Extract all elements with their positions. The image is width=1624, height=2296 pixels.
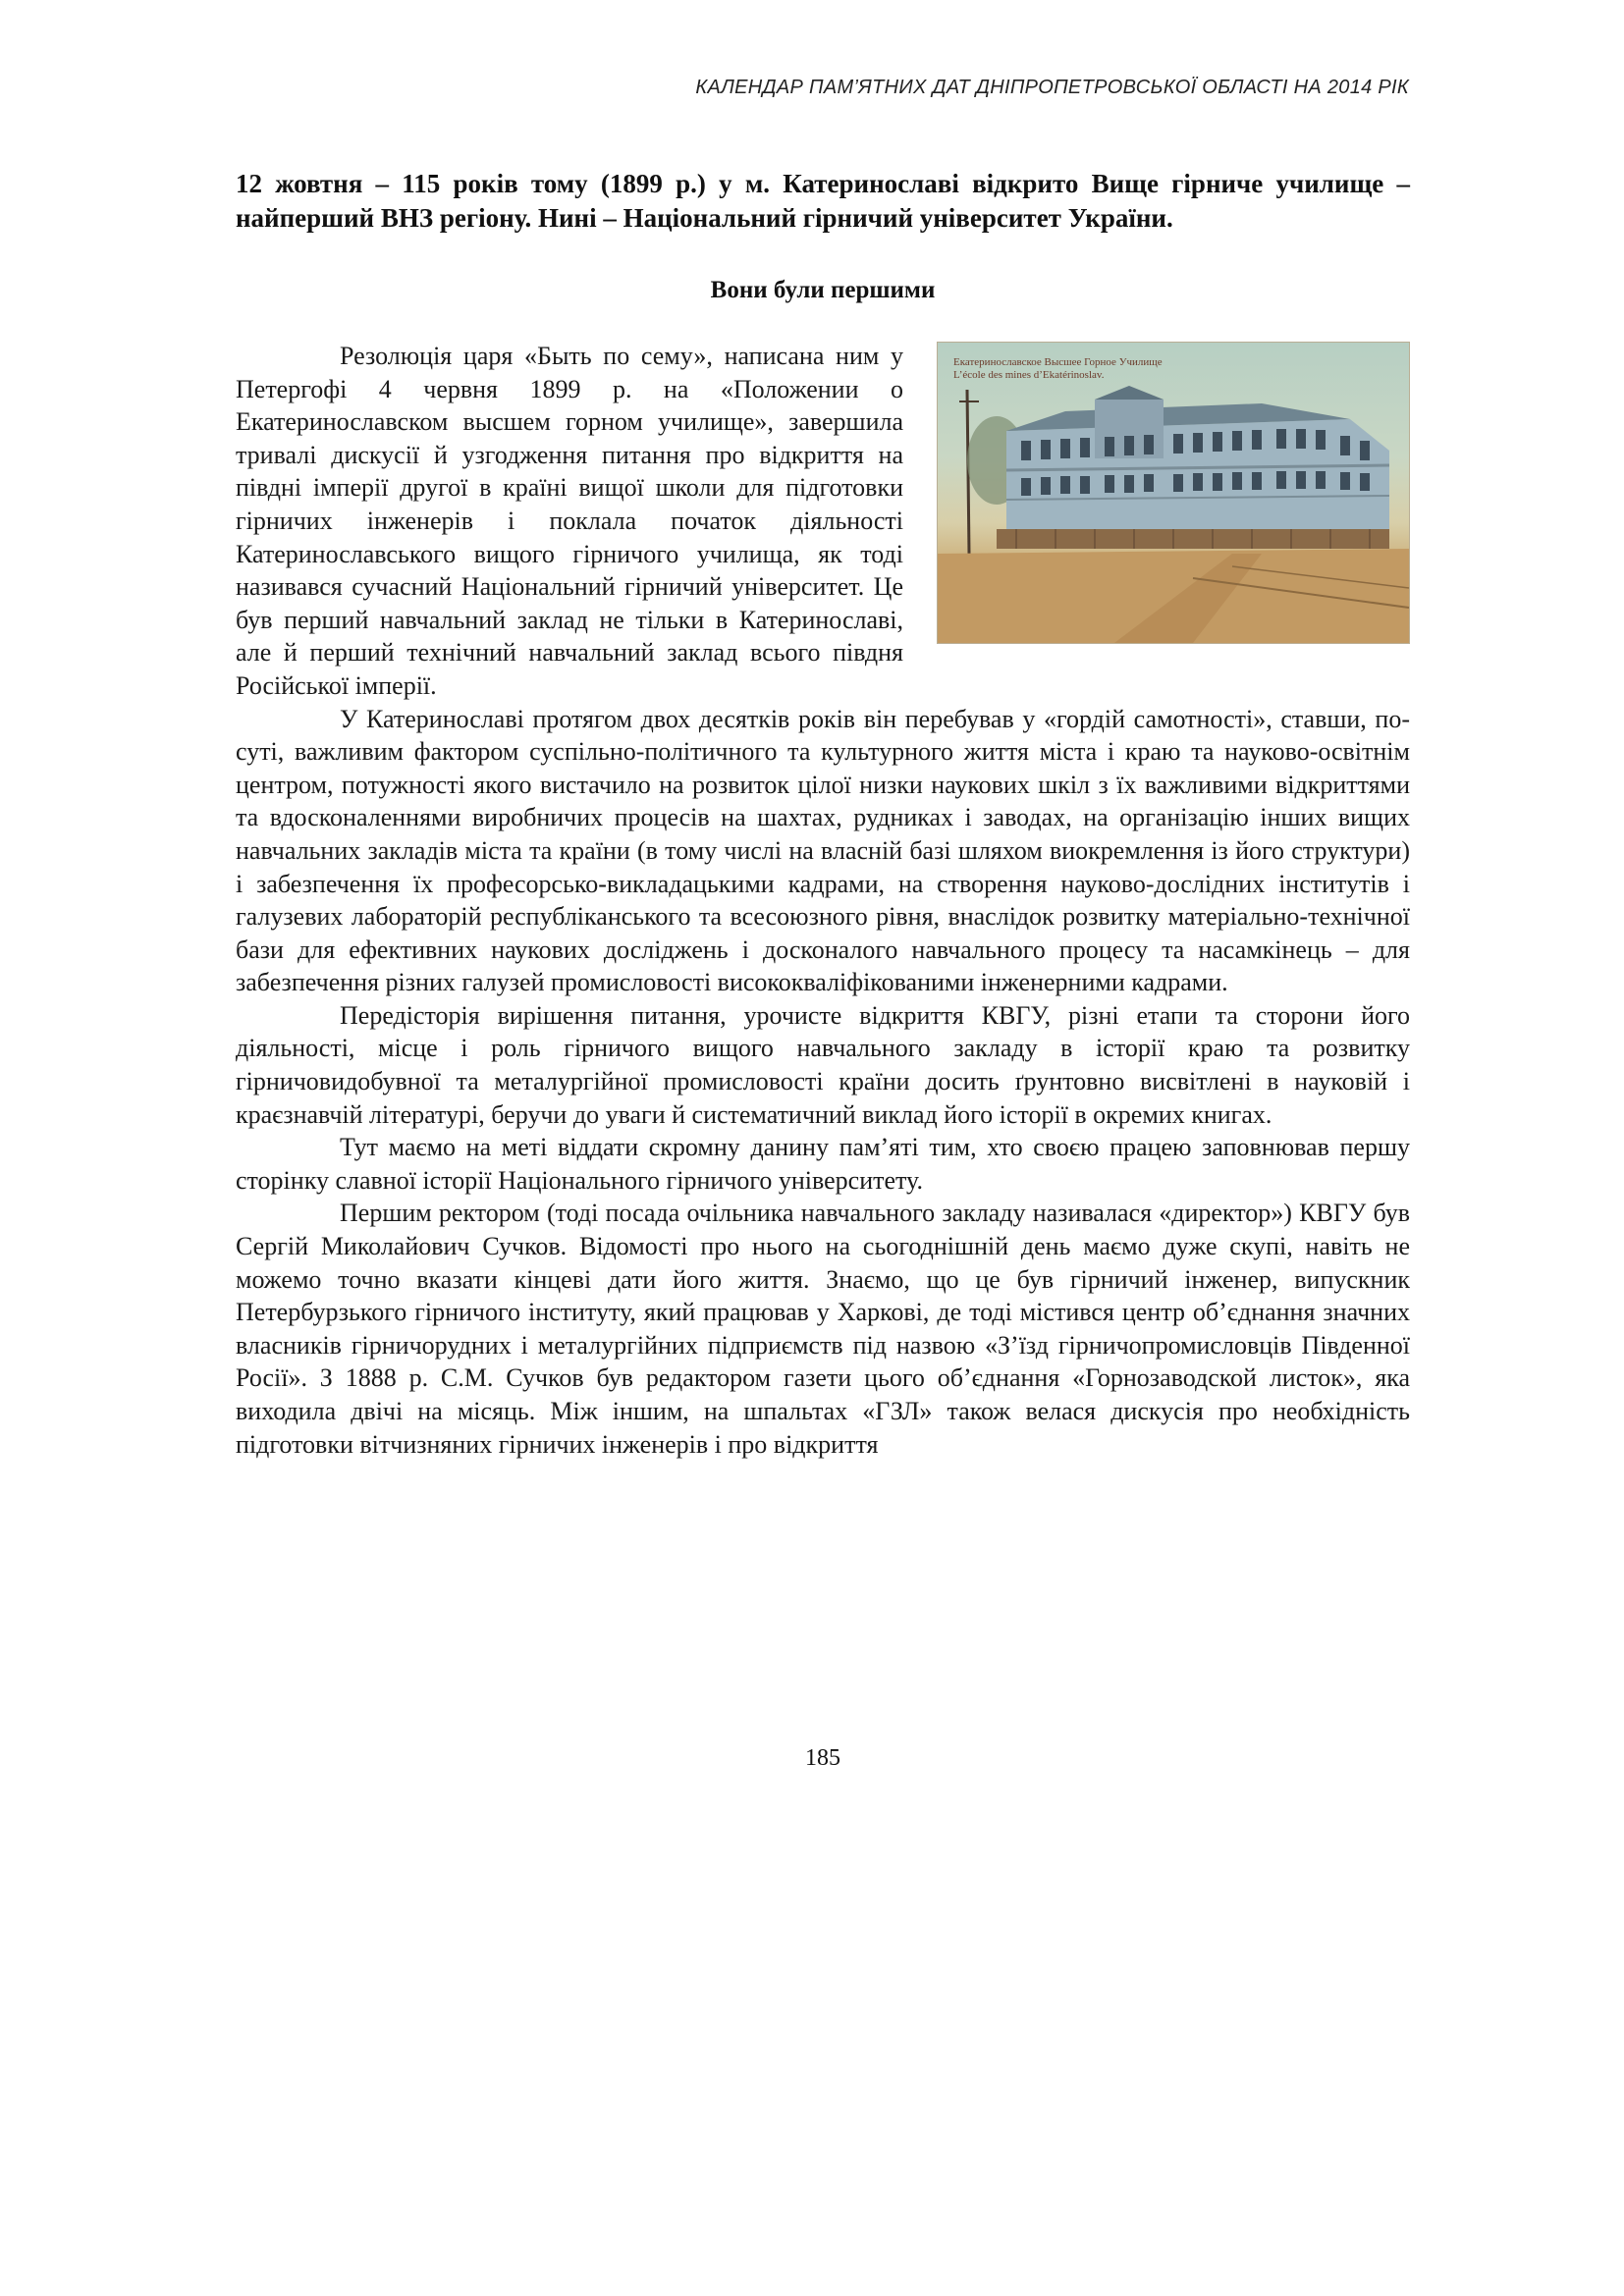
section-title: Вони були першими bbox=[710, 277, 936, 303]
paragraph-1: Резолюція царя «Быть по сему», написана ним у Петергофі 4 червня 1899 р. на «Положении о Екатеринославском высшем горном училище», завершила тривалі дискусії й узгодження питання про відкриття на півдні імперії другої в країні вищої школи для підготовки гірничих інженерів і поклала початок діяльності Катеринославського вищого гірничого училища, як тоді називався сучасний Національний гірничий університет. Це був перший навчальний заклад не тільки в Катеринославі, але й перший технічний навчальний заклад всього півдня Російської імперії. bbox=[236, 342, 903, 700]
paragraph-5: Першим ректором (тоді посада очільника навчального закладу називалася «директор») КВГУ був Сергій Миколайович Сучков. Відомості про нього на сьогоднішній день маємо дуже скупі, навіть не можемо точно вказати кінцеві дати його життя. Знаємо, що це був гірничий інженер, випускник Петербурзького гірничого інституту, який працював у Харкові, де тоді містився центр об’єднання значних власників гірничорудних і металургійних підприємств під назвою «З’їзд гірничопромисловців Південної Росії». З 1888 р. С.М. Сучков був редактором газети цього об’єднання «Горнозаводской листок», яка виходила двічі на місяць. Між іншим, на шпальтах «ГЗЛ» також велася дискусія про необхідність підготовки вітчизняних гірничих інженерів і про відкриття bbox=[236, 1199, 1410, 1459]
event-heading: 12 жовтня – 115 років тому (1899 р.) у м. Катеринославі відкрито Вище гірниче училище – найперший ВНЗ регіону. Нині – Національний гірничий університет України. bbox=[236, 169, 1410, 233]
page-number: 185 bbox=[805, 1745, 840, 1771]
page-content bbox=[236, 167, 1410, 1461]
paragraph-3: Передісторія вирішення питання, урочисте відкриття КВГУ, різні етапи та сторони його діяльності, місце і роль гірничого вищого навчального закладу в історії краю та розвитку гірничовидобувної та металургійної промисловості країни досить ґрунтовно висвітлені в науковій і краєзнавчій літературі, беручи до уваги й систематичний виклад його історії в окремих книгах. bbox=[236, 1000, 1410, 1129]
photo-caption-line2: L’école des mines d’Ekatérinoslav. bbox=[953, 369, 1105, 381]
running-header: КАЛЕНДАР ПАМ’ЯТНИХ ДАТ ДНІПРОПЕТРОВСЬКОЇ ОБЛАСТІ НА 2014 РІК bbox=[695, 77, 1409, 98]
building-illustration bbox=[938, 343, 1409, 643]
paragraph-4: Тут маємо на меті віддати скромну данину пам’яті тим, хто своєю працею заповнював першу сторінку славної історії Національного гірничого університету. bbox=[236, 1133, 1410, 1195]
paragraph-2: У Катеринославі протягом двох десятків років він перебував у «гордій самотності», ставши, по-суті, важливим фактором суспільно-політичного та культурного життя міста і краю та науково-освітнім центром, потужності якого вистачило на розвиток цілої низки наукових шкіл з їх важливими відкриттями та вдосконаленнями виробничих процесів на шахтах, рудниках і заводах, на організацію інших вищих навчальних закладів міста та країни (в тому числі на власній базі шляхом виокремлення із його структури) і забезпечення їх професорсько-викладацькими кадрами, на створення науково-дослідних інститутів і галузевих лабораторій республіканського та всесоюзного рівня, внаслідок розвитку матеріально-технічної бази для ефективних наукових досліджень і досконалого навчального процесу та насамкінець – для забезпечення різних галузей промисловості висококваліфікованими інженерними кадрами. bbox=[236, 704, 1410, 997]
historic-building-photo bbox=[937, 342, 1410, 644]
photo-caption-line1: Екатеринославское Высшее Горное Училище bbox=[953, 356, 1163, 368]
photo-caption bbox=[953, 356, 1163, 382]
